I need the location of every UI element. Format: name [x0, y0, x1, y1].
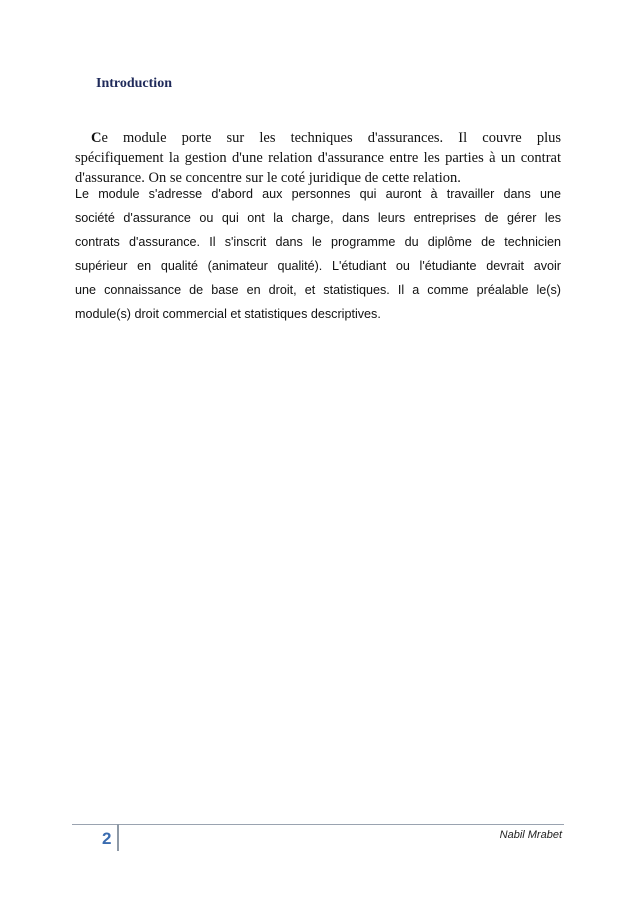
- paragraph-line: société d'assurance ou qui ont la charge, dans leurs entreprises de gérer les: [75, 211, 561, 225]
- paragraph-line: une connaissance de base en droit, et statistiques. Il a comme préalable le(s): [75, 283, 561, 297]
- page-number-separator: [117, 824, 119, 851]
- intro-paragraph-serif: [75, 128, 561, 188]
- footer-author: Nabil Mrabet: [499, 829, 562, 841]
- paragraph-line: contrats d'assurance. Il s'inscrit dans le programme du diplôme de technicien: [75, 235, 561, 249]
- paragraph-line: Ce module porte sur les techniques d'assurances. Il couvre plus: [91, 130, 561, 146]
- footer-divider: [72, 824, 564, 825]
- drop-cap-letter: C: [91, 130, 102, 146]
- section-heading: Introduction: [96, 76, 172, 91]
- page-number: 2: [102, 829, 112, 848]
- paragraph-line: supérieur en qualité (animateur qualité). L'étudiant ou l'étudiante devrait avoir: [75, 259, 561, 273]
- paragraph-line: module(s) droit commercial et statistiques descriptives.: [75, 307, 381, 321]
- paragraph-line: d'assurance. On se concentre sur le coté juridique de cette relation.: [75, 170, 461, 186]
- paragraph-line: Le module s'adresse d'abord aux personnes qui auront à travailler dans une: [75, 187, 561, 201]
- intro-paragraph-sans: [75, 182, 561, 326]
- paragraph-line: spécifiquement la gestion d'une relation d'assurance entre les parties à un contrat: [75, 150, 561, 166]
